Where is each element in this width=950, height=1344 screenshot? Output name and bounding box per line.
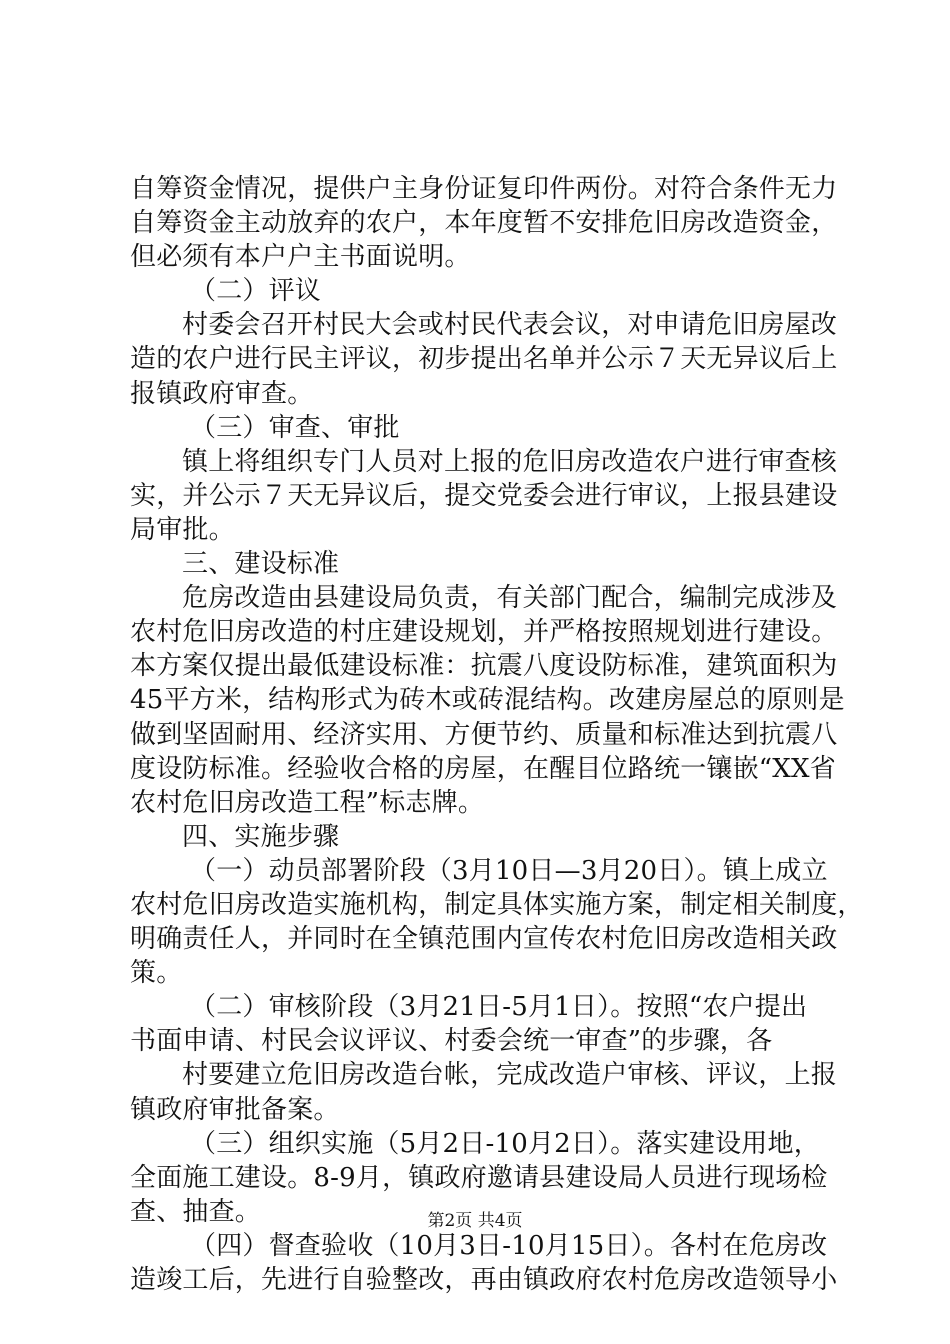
text-line: 但必须有本户户主书面说明。 (130, 242, 471, 273)
text-line: 造竣工后，先进行自验整改，再由镇政府农村危房改造领导小 (130, 1265, 838, 1295)
text-line: 自筹资金情况，提供户主身份证复印件两份。对符合条件无力 (130, 174, 838, 204)
section-heading: （二）评议 (190, 276, 322, 307)
paragraph-first-line: （三）组织实施（5月2日-10月2日）。落实建设用地， (190, 1128, 820, 1159)
text-line: 度设防标准。经验收合格的房屋，在醒目位路统一镶嵌“XX省 (130, 753, 836, 784)
paragraph-first-line: 村委会召开村民大会或村民代表会议，对申请危旧房屋改 (182, 310, 838, 341)
text-line: 做到坚固耐用、经济实用、方便节约、质量和标准达到抗震八 (130, 719, 838, 750)
section-heading: 四、实施步骤 (182, 821, 340, 852)
text-line: 策。 (130, 958, 183, 989)
paragraph-first-line: 危房改造由县建设局负责，有关部门配合，编制完成涉及 (182, 583, 838, 614)
text-line: 全面施工建设。8-9月，镇政府邀请县建设局人员进行现场检 (130, 1162, 828, 1193)
text-line: 明确责任人，并同时在全镇范围内宣传农村危旧房改造相关政 (130, 924, 838, 955)
text-line: 查、抽查。 (130, 1196, 262, 1227)
text-line: 本方案仅提出最低建设标准：抗震八度设防标准，建筑面积为 (130, 651, 838, 682)
paragraph-first-line: （一）动员部署阶段（3月10日—3月20日）。镇上成立 (190, 855, 828, 886)
text-line: 实，并公示７天无异议后，提交党委会进行审议，上报县建设 (130, 480, 838, 511)
text-line: 局审批。 (130, 514, 235, 545)
text-line: 45平方米，结构形式为砖木或砖混结构。改建房屋总的原则是 (130, 685, 845, 716)
text-line: 自筹资金主动放弃的农户，本年度暂不安排危旧房改造资金， (130, 208, 838, 239)
text-line: 农村危旧房改造的村庄建设规划，并严格按照规划进行建设。 (130, 617, 838, 648)
text-line: 农村危旧房改造工程”标志牌。 (130, 787, 485, 818)
text-line: 造的农户进行民主评议，初步提出名单并公示７天无异议后上 (130, 344, 838, 375)
paragraph-first-line: 镇上将组织专门人员对上报的危旧房改造农户进行审查核 (182, 446, 838, 477)
paragraph-first-line: （四）督查验收（10月3日-10月15日）。各村在危房改 (190, 1230, 828, 1261)
text-line: 书面申请、村民会议评议、村委会统一审查”的步骤，各 (130, 1026, 773, 1057)
document-body (130, 172, 864, 1297)
text-line: 镇政府审批备案。 (130, 1094, 340, 1125)
text-line: 农村危旧房改造实施机构，制定具体实施方案，制定相关制度， (130, 889, 864, 920)
paragraph-first-line: （二）审核阶段（3月21日-5月1日）。按照“农户提出 (190, 992, 808, 1023)
text-line: 村要建立危旧房改造台帐，完成改造户审核、评议，上报 (182, 1060, 838, 1091)
page-number-footer: 第2页 共4页 (427, 1211, 523, 1231)
section-heading: 三、建设标准 (182, 549, 340, 580)
text-line: 报镇政府审查。 (130, 378, 314, 409)
section-heading: （三）审查、审批 (190, 412, 400, 443)
